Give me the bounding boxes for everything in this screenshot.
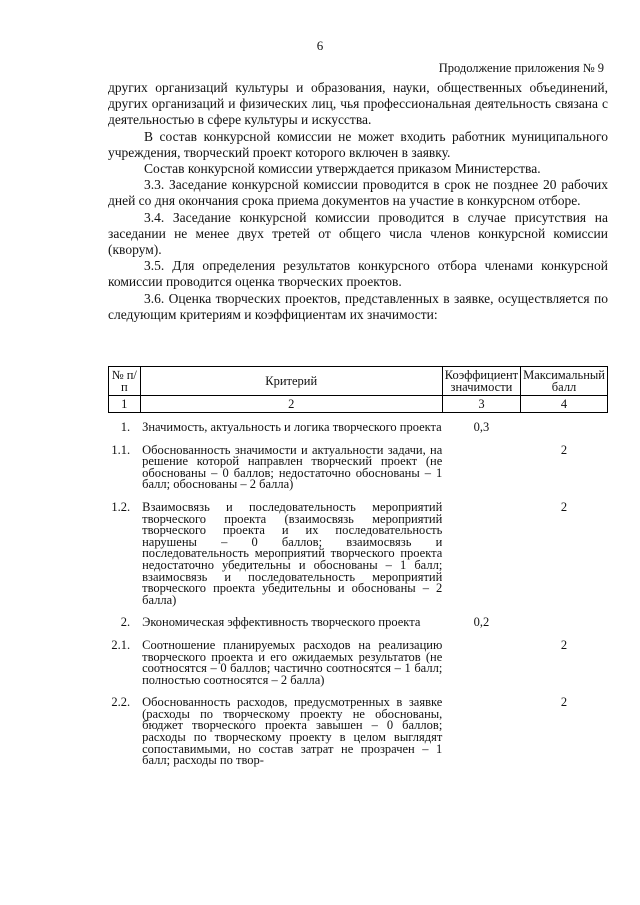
header-coefficient: Коэффициент значимости (442, 367, 520, 396)
row-coefficient (442, 697, 520, 778)
body-text (108, 80, 608, 323)
row-number: 2.1. (111, 637, 131, 652)
table-row (109, 617, 608, 640)
table-row (109, 445, 608, 502)
paragraph: 3.4. Заседание конкурсной комиссии проводится в случае присутствия на заседании не менее двух третей от общего числа членов конкурсной комиссии (кворум). (108, 209, 608, 258)
row-coefficient: 0,2 (473, 615, 490, 630)
table-row (109, 697, 608, 778)
paragraph: 3.3. Заседание конкурсной комиссии проводится в срок не позднее 20 рабочих дней со дня окончания срока приема документов на участие в конкурсном отборе. (108, 177, 608, 209)
row-criterion: Значимость, актуальность и логика творческого проекта (142, 420, 442, 434)
paragraph: Состав конкурсной комиссии утверждается приказом Министерства. (144, 161, 541, 177)
table-row (109, 502, 608, 617)
row-criterion: Соотношение планируемых расходов на реализацию творческого проекта и его ожидаемых результатов (не соотносятся – 0 баллов; частично соотносятся – 1 балл; полностью соотносятся – 2 балла) (142, 637, 443, 687)
row-max-score: 2 (560, 695, 568, 710)
row-coefficient (442, 640, 520, 697)
paragraph: 3.5. Для определения результатов конкурсного отбора членами конкурсной комиссии проводится оценка творческих проектов. (108, 258, 608, 290)
row-number: 2.2. (111, 695, 131, 710)
row-max-score: 2 (560, 637, 568, 652)
row-max-score (521, 413, 608, 445)
criteria-table (108, 366, 608, 778)
header-number: № п/п (109, 367, 141, 396)
header-criterion: Критерий (140, 367, 442, 396)
row-criterion: Обоснованность значимости и актуальности задачи, на решение которой направлен творческий проект (не обоснованы – 0 баллов; недостаточно обоснованы – 1 балл; обоснованы – 2 балла) (142, 442, 443, 492)
row-coefficient (442, 502, 520, 617)
row-criterion: Обоснованность расходов, предусмотренных в заявке (расходы по творческому проекту не обоснованы, бюджет творческого проекта завышен – 0 баллов; расходы по творческому проекту в целом выглядят сопоставимыми, но состав затрат не прозрачен – 1 балл; расходы по твор- (142, 695, 443, 768)
row-max-score (521, 617, 608, 640)
row-criterion: Экономическая эффективность творческого проекта (142, 615, 421, 630)
header-max-score: Максимальный балл (521, 367, 608, 396)
row-coefficient: 0,3 (473, 420, 490, 434)
column-index-row (109, 396, 608, 413)
paragraph: других организаций культуры и образования, науки, общественных объединений, других организаций и физических лиц, чья профессиональная деятельность связана с деятельностью в сфере культуры и искусства. (108, 80, 608, 128)
table-row (109, 640, 608, 697)
row-max-score: 2 (560, 499, 568, 514)
row-number: 1.2. (111, 499, 131, 514)
column-index: 1 (109, 396, 141, 413)
paragraph: В состав конкурсной комиссии не может входить работник муниципального учреждения, творческий проект которого включен в заявку. (108, 128, 608, 160)
row-coefficient (442, 445, 520, 502)
table-row (109, 413, 608, 445)
appendix-continuation-label: Продолжение приложения № 9 (438, 61, 604, 75)
row-max-score: 2 (560, 442, 568, 457)
column-index: 3 (442, 396, 520, 413)
row-criterion: Взаимосвязь и последовательность мероприятий творческого проекта (взаимосвязь мероприятий творческого проекта и их последовательность нарушены – 0 баллов; взаимосвязь и последовательность мероприятий творческого проекта недостаточно убедительны и обоснованы – 1 балл; взаимосвязь и последовательность мероприятий творческого проекта убедительны и обоснованы – 2 балла) (142, 499, 443, 607)
row-number: 1.1. (111, 442, 131, 457)
table-header-row (109, 367, 608, 396)
column-index: 2 (140, 396, 442, 413)
page-number: 6 (316, 38, 324, 53)
row-number: 2. (120, 615, 131, 630)
column-index: 4 (521, 396, 608, 413)
row-number: 1. (120, 420, 131, 434)
paragraph: 3.6. Оценка творческих проектов, представленных в заявке, осуществляется по следующим критериям и коэффициентам их значимости: (108, 290, 608, 322)
